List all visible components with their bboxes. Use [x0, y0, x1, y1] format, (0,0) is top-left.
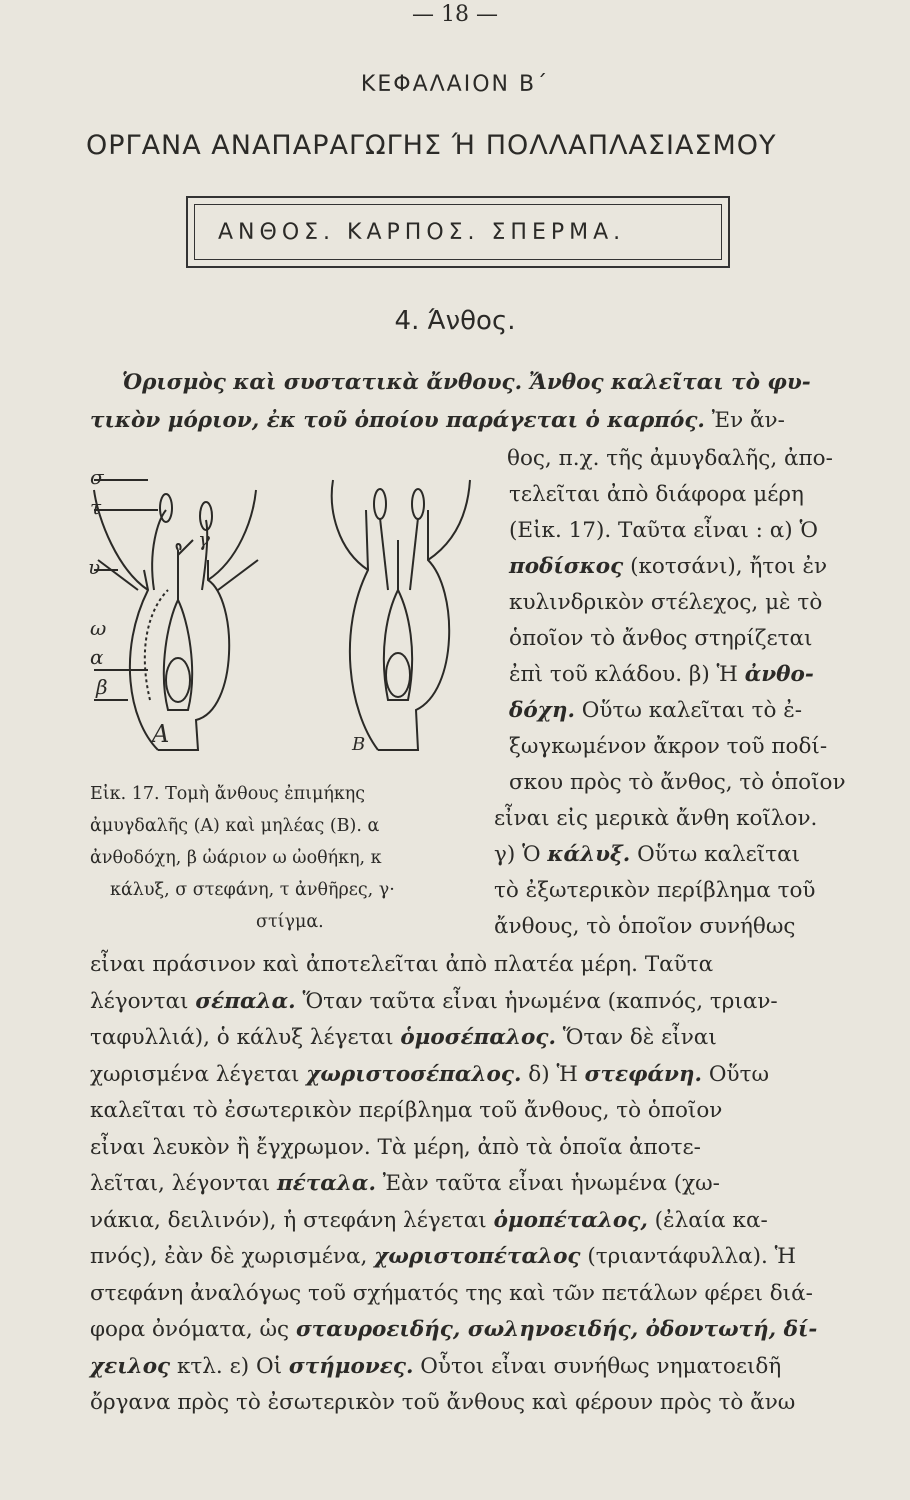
boxed-heading: ΑΝΘΟΣ. ΚΑΡΠΟΣ. ΣΠΕΡΜΑ.	[218, 220, 626, 245]
body-text-segment: Ὅταν δὲ εἶναι	[555, 1025, 717, 1050]
right-col-line-2: τελεῖται ἀπὸ διάφορα μέρη	[509, 482, 804, 507]
intro-definition: Ἄνθος καλεῖται τὸ φυ-	[528, 370, 811, 395]
body-line	[90, 1173, 720, 1195]
caption-line-2: ἀμυγδαλῆς (Α) καὶ μηλέας (Β). α	[90, 816, 380, 836]
label-tau: τ	[90, 495, 102, 519]
body-text-segment: εἶναι λευκὸν ἢ ἔγχρωμον. Τὰ μέρη, ἀπὸ τὰ ὁποῖα ἀποτε-	[90, 1134, 701, 1160]
body-term: χωριστοσέπαλος.	[306, 1061, 522, 1087]
right-col-line-11: εἶναι εἰς μερικὰ ἄνθη κοῖλον.	[494, 806, 818, 831]
body-line	[90, 1100, 722, 1122]
body-text-segment: Οὕτω	[702, 1061, 770, 1087]
right-col-text: Οὕτω καλεῖται	[637, 842, 801, 867]
right-col-line-7	[509, 664, 814, 686]
body-term: στήμονες.	[288, 1353, 414, 1379]
section-heading: 4. Άνθος.	[394, 306, 516, 336]
body-line	[90, 954, 713, 976]
caption-line-1: Εἰκ. 17. Τομὴ ἄνθους ἐπιμήκης	[90, 784, 366, 804]
body-line	[90, 1392, 795, 1414]
label-sigma: σ	[90, 465, 104, 489]
right-col-line-13: τὸ ἐξωτερικὸν περίβλημα τοῦ	[494, 878, 816, 903]
right-col-line-4	[509, 556, 827, 578]
body-text-segment: φορα ὀνόματα, ὡς	[90, 1317, 296, 1342]
body-text-segment: (ἐλαία κα-	[647, 1207, 768, 1233]
body-line	[90, 1353, 782, 1379]
body-text-segment: λεῖται, λέγονται	[90, 1171, 278, 1196]
body-text-segment: Οὗτοι εἶναι συνήθως νηματοειδῆ	[413, 1353, 782, 1379]
label-omega: ω	[90, 616, 107, 640]
body-term: ὁμοσέπαλος.	[400, 1025, 556, 1050]
body-line	[90, 1280, 813, 1306]
body-line	[90, 1246, 796, 1268]
body-term: σταυροειδής, σωληνοειδής, ὀδοντωτή, δί-	[295, 1317, 818, 1342]
body-term: χωριστοπέταλος	[374, 1244, 581, 1269]
right-col-line-9: ξωγκωμένον ἄκρον τοῦ ποδί-	[509, 734, 828, 759]
right-col-text: Οὕτω καλεῖται τὸ ἐ-	[581, 698, 803, 723]
caption-line-3: ἀνθοδόχη, β ὠάριον ω ὠοθήκη, κ	[90, 848, 382, 868]
body-line	[90, 1207, 768, 1233]
body-line	[90, 1027, 717, 1049]
right-col-line-5: κυλινδρικὸν στέλεχος, μὲ τὸ	[509, 590, 823, 615]
body-term: πέταλα.	[277, 1171, 376, 1196]
body-text-segment: χωρισμένα λέγεται	[90, 1061, 307, 1087]
body-line	[90, 1319, 817, 1341]
body-text-segment: Ὅταν ταῦτα εἶναι ἡνωμένα (καπνός, τριαν-	[295, 988, 778, 1014]
body-text-segment: Ἐὰν ταῦτα εἶναι ἡνωμένα (χω-	[375, 1171, 720, 1196]
intro-line-1	[122, 372, 811, 394]
right-col-line-14: ἄνθους, τὸ ὁποῖον συνήθως	[494, 914, 796, 939]
page-number: — 18 —	[412, 2, 498, 27]
term-anthodochi: ἀνθο-	[744, 662, 814, 687]
label-ypsilon: υ	[88, 555, 101, 579]
label-gamma: γ	[198, 527, 210, 551]
body-text-segment: ὄργανα πρὸς τὸ ἐσωτερικὸν τοῦ ἄνθους καὶ φέρουν πρὸς τὸ ἄνω	[90, 1390, 796, 1415]
body-term: ὁμοπέταλος,	[493, 1207, 648, 1233]
caption-line-5: στίγμα.	[256, 912, 324, 932]
boxed-heading-frame	[186, 196, 730, 268]
term-kalyx: κάλυξ.	[547, 842, 631, 867]
body-text-segment: πνός), ἐὰν δὲ χωρισμένα,	[90, 1244, 375, 1269]
label-A: Α	[152, 720, 170, 748]
body-term: χειλος	[90, 1353, 171, 1379]
flower-section-figure	[88, 450, 498, 770]
body-text-segment: στεφάνη ἀναλόγως τοῦ σχήματός της καὶ τῶν πετάλων φέρει διά-	[90, 1280, 813, 1306]
body-line	[90, 1134, 701, 1160]
body-line	[90, 988, 778, 1014]
label-beta: β	[96, 675, 108, 699]
body-term: στεφάνη.	[584, 1061, 703, 1087]
label-alpha: α	[90, 645, 104, 669]
right-col-text: ἐπὶ τοῦ κλάδου. β) Ἡ	[509, 662, 738, 687]
right-col-text: γ) Ὁ	[494, 842, 541, 867]
intro-subheading: Ὁρισμὸς καὶ συστατικὰ ἄνθους.	[122, 370, 523, 395]
right-col-line-6: ὁποῖον τὸ ἄνθος στηρίζεται	[509, 626, 813, 651]
body-text-segment: ταφυλλιά), ὁ κάλυξ λέγεται	[90, 1025, 401, 1050]
right-col-line-3: (Εἰκ. 17). Ταῦτα εἶναι : α) Ὁ	[509, 518, 818, 543]
term-podiskos: ποδίσκος	[509, 554, 624, 579]
term-anthodochi-cont: δόχη.	[509, 698, 575, 723]
body-text-segment: (τριαντάφυλλα). Ἡ	[580, 1244, 796, 1269]
body-text-segment: καλεῖται τὸ ἐσωτερικὸν περίβλημα τοῦ ἄνθους, τὸ ὁποῖον	[90, 1098, 723, 1123]
body-text-segment: νάκια, δειλινόν), ἡ στεφάνη λέγεται	[90, 1207, 494, 1233]
intro-text: Ἐν ἄν-	[711, 408, 785, 433]
body-term: σέπαλα.	[195, 988, 296, 1014]
body-line	[90, 1061, 770, 1087]
body-text-segment: δ) Ἡ	[521, 1061, 585, 1087]
right-col-text: (κοτσάνι), ἤτοι ἐν	[630, 554, 828, 579]
right-col-line-10: σκου πρὸς τὸ ἄνθος, τὸ ὁποῖον	[509, 770, 846, 795]
caption-line-4: κάλυξ, σ στεφάνη, τ ἀνθῆρες, γ·	[110, 880, 395, 900]
right-col-line-1: θος, π.χ. τῆς ἀμυγδαλῆς, ἀπο-	[507, 446, 833, 471]
intro-definition-cont: τικὸν μόριον, ἐκ τοῦ ὁποίου παράγεται ὁ καρπός.	[90, 408, 705, 433]
page-title: ΟΡΓΑΝΑ ΑΝΑΠΑΡΑΓΩΓΗΣ Ή ΠΟΛΛΑΠΛΑΣΙΑΣΜΟΥ	[86, 130, 777, 161]
body-text-segment: λέγονται	[90, 988, 196, 1014]
right-col-line-12	[494, 844, 800, 866]
chapter-heading: ΚΕΦΑΛΑΙΟΝ Β΄	[360, 72, 550, 97]
body-text-segment: κτλ. ε) Οἱ	[170, 1353, 289, 1379]
body-text-segment: εἶναι πράσινον καὶ ἀποτελεῖται ἀπὸ πλατέα μέρη. Ταῦτα	[90, 952, 714, 977]
label-B: Β	[352, 734, 366, 755]
right-col-line-8	[509, 700, 802, 722]
intro-line-2	[90, 410, 785, 432]
